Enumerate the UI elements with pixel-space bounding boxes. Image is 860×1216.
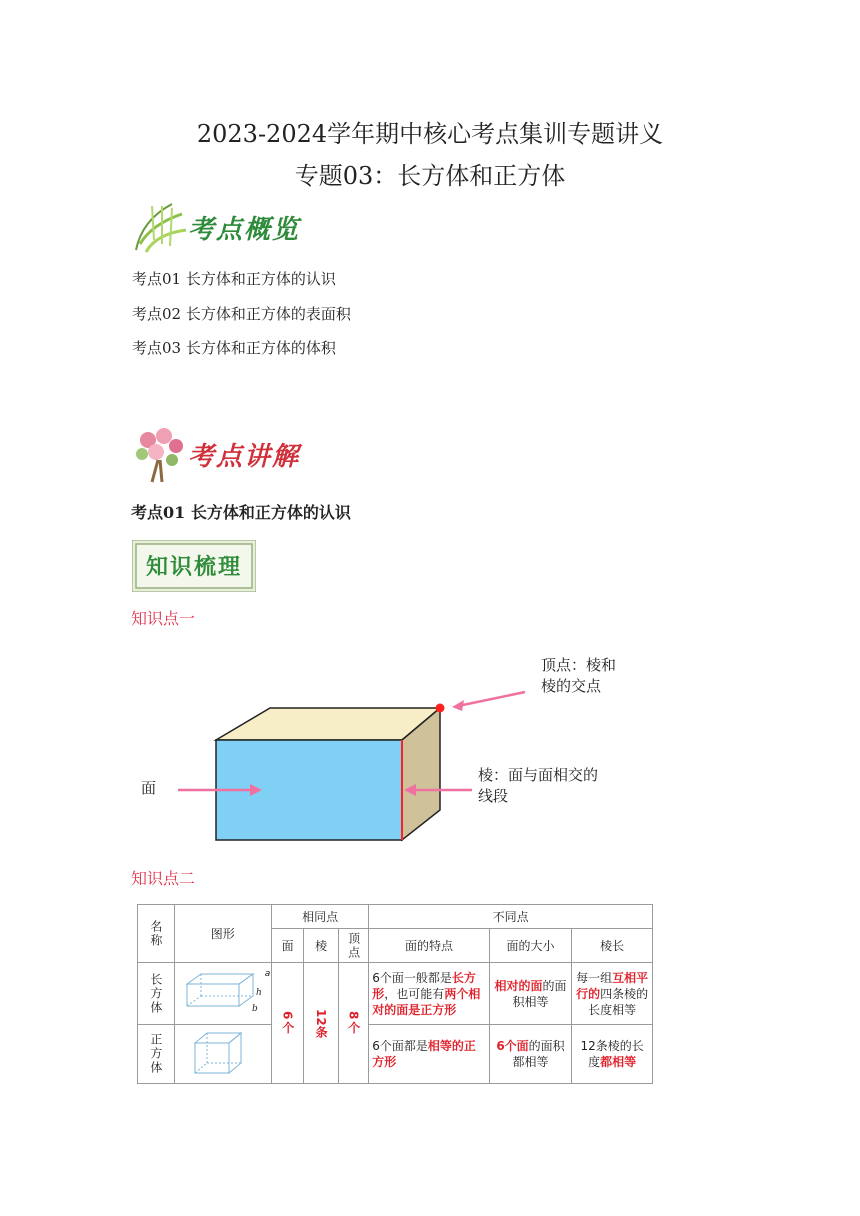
vertex-label-line-1: 顶点：棱和 xyxy=(541,656,617,674)
willow-icon xyxy=(132,200,188,254)
header-length: 棱长 xyxy=(572,929,653,963)
page-subtitle: 专题03：长方体和正方体 xyxy=(294,162,566,190)
cuboid-length-cell: 每一组互相平行的四条棱的长度相等 xyxy=(572,963,653,1025)
header-same: 相同点 xyxy=(271,905,368,929)
table-row xyxy=(138,1025,653,1084)
header-face: 面 xyxy=(271,929,303,963)
comparison-table xyxy=(137,904,653,1084)
header-size: 面的大小 xyxy=(489,929,572,963)
vertex-arrow-head-icon xyxy=(452,700,464,711)
face-label: 面 xyxy=(141,779,157,797)
header-edge: 棱 xyxy=(304,929,339,963)
cube-name: 正方体 xyxy=(148,1033,163,1075)
header-diff: 不同点 xyxy=(369,905,653,929)
overview-banner-text: 考点概览 xyxy=(188,214,301,245)
knowledge-ribbon-text: 知识梳理 xyxy=(146,555,243,580)
header-vertex: 顶点 xyxy=(346,931,361,960)
cuboid-name: 长方体 xyxy=(148,972,163,1015)
header-shape: 图形 xyxy=(174,905,271,963)
header-name: 名称 xyxy=(148,919,163,948)
cube-size-cell: 6个面的面积都相等 xyxy=(489,1025,572,1084)
same-vertex-cell: 8个 xyxy=(338,963,368,1084)
table-row xyxy=(138,963,653,1025)
page-title: 2023-2024学年期中核心考点集训专题讲义 xyxy=(196,120,664,148)
same-edge-cell: 12条 xyxy=(304,963,339,1084)
flower-bouquet-icon xyxy=(132,424,188,484)
cube-wireframe-icon xyxy=(181,1027,265,1077)
knowledge-point-1: 知识点一 xyxy=(131,609,196,628)
edge-label-line-1: 棱：面与面相交的 xyxy=(478,766,599,784)
header-feature: 面的特点 xyxy=(369,929,489,963)
section-heading: 考点01 长方体和正方体的认识 xyxy=(131,503,351,522)
toc-item-2: 考点02 长方体和正方体的表面积 xyxy=(132,305,351,323)
cuboid-top-face xyxy=(216,708,440,740)
vertex-label-line-2: 棱的交点 xyxy=(541,677,602,695)
explain-banner-text: 考点讲解 xyxy=(188,441,301,472)
knowledge-point-2: 知识点二 xyxy=(131,869,196,888)
cuboid-label-a: a xyxy=(264,968,271,979)
explain-banner xyxy=(132,424,300,484)
toc-item-3: 考点03 长方体和正方体的体积 xyxy=(132,339,336,357)
cuboid-size-cell: 相对的面的面积相等 xyxy=(489,963,572,1025)
cuboid-label-b: b xyxy=(252,1004,258,1014)
cube-feature-cell: 6个面都是相等的正方形 xyxy=(369,1025,489,1084)
toc-item-1: 考点01 长方体和正方体的认识 xyxy=(132,270,336,288)
cuboid-label-h: h xyxy=(256,988,262,998)
overview-banner xyxy=(132,200,300,254)
same-face-cell: 6个 xyxy=(271,963,303,1084)
knowledge-ribbon xyxy=(132,540,256,592)
vertex-dot xyxy=(436,704,445,713)
edge-label-line-2: 线段 xyxy=(478,787,509,805)
vertex-arrow xyxy=(458,692,525,706)
cube-length-cell: 12条棱的长度都相等 xyxy=(572,1025,653,1084)
cuboid-feature-cell: 6个面一般都是长方形，也可能有两个相对的面是正方形 xyxy=(369,963,489,1025)
